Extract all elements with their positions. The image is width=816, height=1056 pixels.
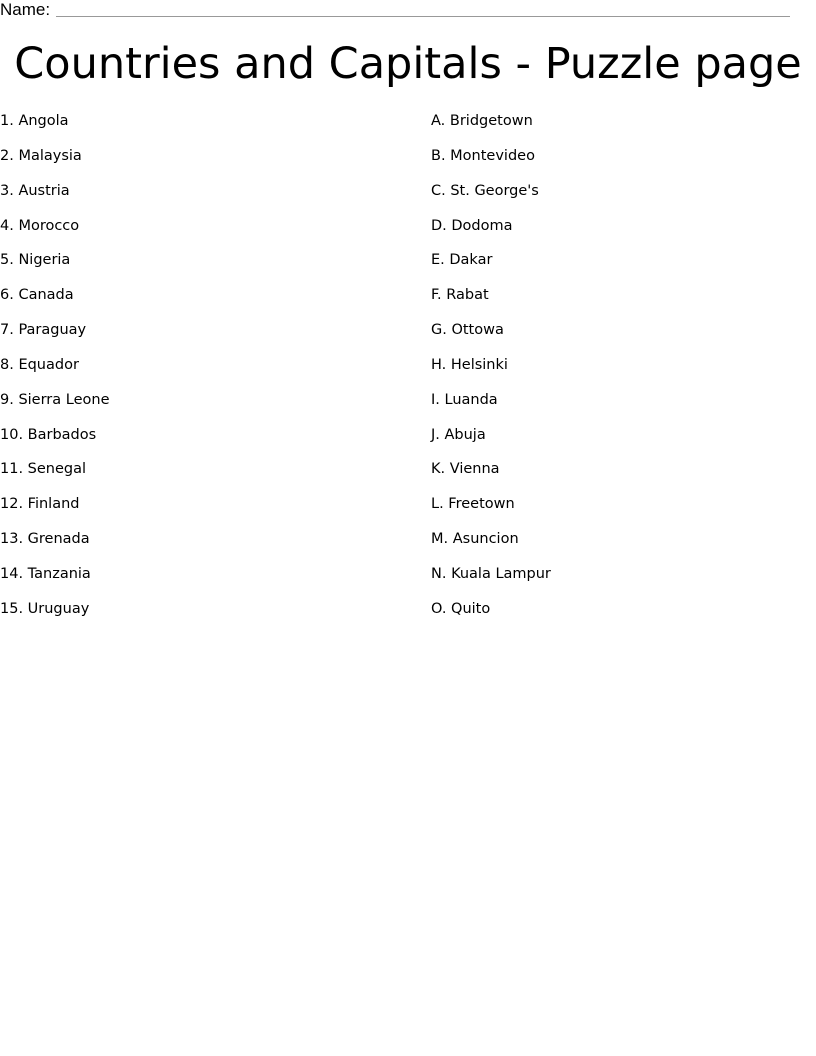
country-item: 13. Grenada	[0, 531, 90, 548]
country-item: 9. Sierra Leone	[0, 391, 110, 408]
capital-item: N. Kuala Lampur	[431, 565, 551, 582]
country-item: 12. Finland	[0, 496, 80, 513]
name-label: Name:	[0, 0, 51, 19]
page-title: Countries and Capitals - Puzzle page	[14, 39, 802, 89]
capitals-list	[431, 111, 811, 634]
country-item: 3. Austria	[0, 182, 70, 199]
country-item: 15. Uruguay	[0, 600, 90, 617]
name-blank-line[interactable]	[56, 16, 790, 17]
capital-item: L. Freetown	[431, 496, 515, 513]
capital-item: J. Abuja	[431, 426, 486, 443]
country-item: 5. Nigeria	[0, 252, 71, 269]
capital-item: K. Vienna	[431, 461, 500, 478]
country-item: 4. Morocco	[0, 217, 80, 234]
country-item: 10. Barbados	[0, 426, 97, 443]
country-item: 1. Angola	[0, 113, 69, 129]
capital-item: I. Luanda	[431, 391, 498, 408]
countries-list	[0, 111, 420, 634]
capital-item: F. Rabat	[431, 287, 489, 304]
capital-item: E. Dakar	[431, 252, 493, 269]
capital-item: C. St. George's	[431, 182, 539, 199]
country-item: 14. Tanzania	[0, 565, 91, 582]
capital-item: D. Dodoma	[431, 217, 513, 234]
country-item: 7. Paraguay	[0, 322, 87, 339]
country-item: 8. Equador	[0, 356, 79, 373]
capital-item: A. Bridgetown	[431, 113, 533, 129]
capital-item: O. Quito	[431, 600, 491, 617]
capital-item: B. Montevideo	[431, 147, 535, 164]
country-item: 2. Malaysia	[0, 147, 82, 164]
name-row	[0, 0, 790, 20]
country-item: 11. Senegal	[0, 461, 87, 478]
capital-item: M. Asuncion	[431, 531, 519, 548]
capital-item: H. Helsinki	[431, 356, 508, 373]
country-item: 6. Canada	[0, 287, 74, 304]
capital-item: G. Ottowa	[431, 322, 504, 339]
